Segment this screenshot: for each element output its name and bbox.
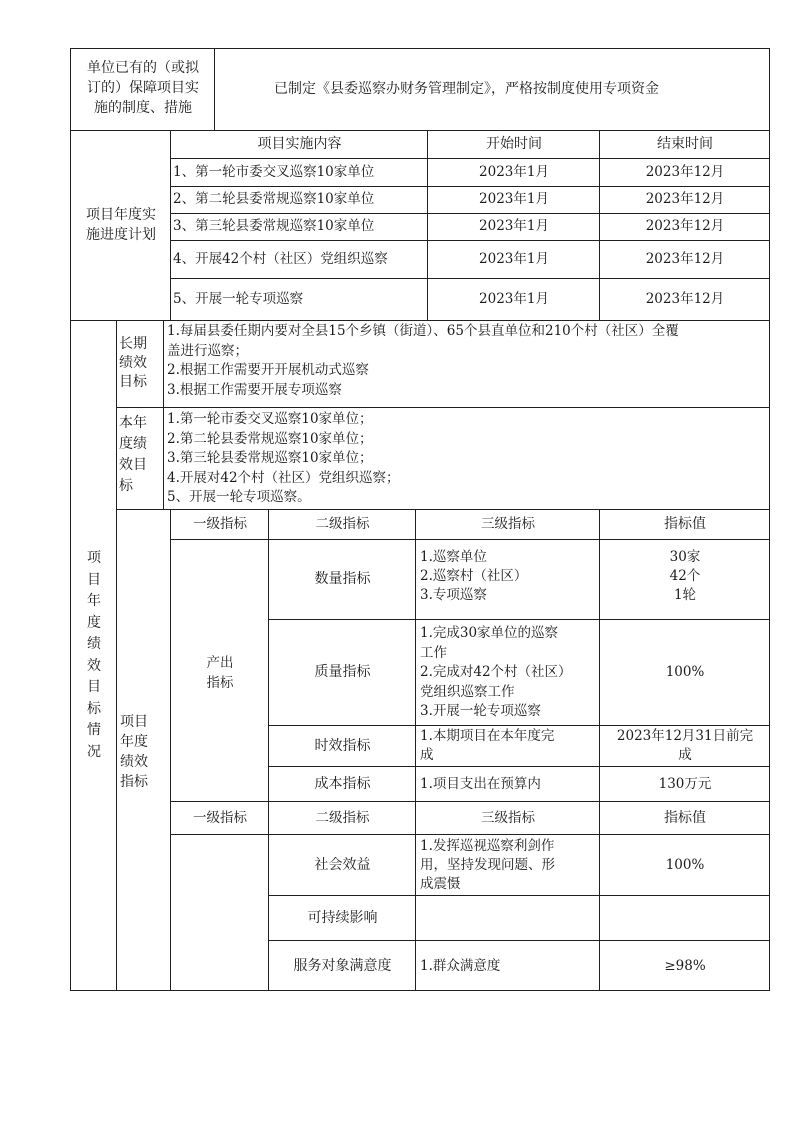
rule xyxy=(170,213,770,214)
indicator-value: 30家 42个 1轮 xyxy=(669,549,701,603)
rule xyxy=(70,130,770,131)
rule xyxy=(70,990,770,991)
rule xyxy=(268,940,770,941)
schedule-row-content: 5、开展一轮专项巡察 xyxy=(173,291,304,307)
schedule-row-end: 2023年12月 xyxy=(645,164,725,180)
long-term-goals-label: 长期 绩效 目标 xyxy=(119,336,147,390)
schedule-row-start: 2023年1月 xyxy=(479,164,549,180)
annual-goals-text: 1.第一轮市委交叉巡察10家单位； 2.第二轮县委常规巡察10家单位； 3.第三轮县委常规巡察10家单位； 4.开展对42个村（社区）党组织巡察； 5、开展一轮专项巡察。 xyxy=(167,411,400,505)
rule xyxy=(769,48,770,991)
indicators-label: 项目 年度 绩效 指标 xyxy=(120,714,148,790)
indicator-header-value: 指标值 xyxy=(664,516,706,532)
schedule-row-start: 2023年1月 xyxy=(479,191,549,207)
indicator-header-level3: 三级指标 xyxy=(481,516,535,532)
rule xyxy=(170,509,171,990)
indicator-value: 100% xyxy=(665,664,705,680)
schedule-header-start: 开始时间 xyxy=(486,136,542,152)
output-indicator-label: 产出 指标 xyxy=(206,655,234,691)
rule xyxy=(170,240,770,241)
schedule-row-end: 2023年12月 xyxy=(645,218,725,234)
indicator-header-level1: 一级指标 xyxy=(193,516,247,532)
indicator-value: ≥98% xyxy=(664,958,706,974)
measures-content: 已制定《县委巡察办财务管理制定》，严格按制度使用专项资金 xyxy=(274,81,659,97)
indicator-value: 100% xyxy=(665,857,705,873)
indicator-level3: 1.完成30家单位的巡察 工作 2.完成对42个村（社区） 党组织巡察工作 3.开展一轮专项巡察 xyxy=(420,625,572,719)
indicator-value: 130万元 xyxy=(658,776,712,792)
rule xyxy=(214,48,215,130)
rule xyxy=(268,619,770,620)
rule xyxy=(70,48,71,991)
goals-vertical-label: 项 目 年 度 绩 效 目 标 情 况 xyxy=(87,550,101,760)
schedule-row-content: 2、第二轮县委常规巡察10家单位 xyxy=(173,191,375,207)
rule xyxy=(268,766,770,767)
schedule-row-start: 2023年1月 xyxy=(479,291,549,307)
rule xyxy=(170,801,770,802)
rule xyxy=(268,895,770,896)
indicator-level3: 1.发挥巡视巡察利剑作 用，坚持发现问题、形 成震慑 xyxy=(420,838,555,892)
indicator-level3: 1.巡察单位 2.巡察村（社区） 3.专项巡察 xyxy=(420,549,528,603)
schedule-header-end: 结束时间 xyxy=(657,136,713,152)
schedule-row-start: 2023年1月 xyxy=(479,218,549,234)
rule xyxy=(116,407,770,408)
indicator-level2: 社会效益 xyxy=(314,857,371,873)
schedule-row-start: 2023年1月 xyxy=(479,251,549,267)
rule xyxy=(170,834,770,835)
indicator-header-level2: 二级指标 xyxy=(315,516,370,532)
schedule-row-content: 3、第三轮县委常规巡察10家单位 xyxy=(173,218,375,234)
indicator-level2: 服务对象满意度 xyxy=(293,958,392,974)
indicator-header-level2: 二级指标 xyxy=(315,810,370,826)
schedule-row-content: 1、第一轮市委交叉巡察10家单位 xyxy=(173,164,375,180)
rule xyxy=(170,158,770,159)
indicator-level2: 数量指标 xyxy=(314,571,371,587)
annual-goals-label: 本年 度绩 效目 标 xyxy=(119,415,147,494)
indicator-header-value: 指标值 xyxy=(664,810,706,826)
indicator-value: 2023年12月31日前完 成 xyxy=(616,728,754,763)
rule xyxy=(163,320,164,509)
rule xyxy=(170,130,171,320)
indicator-header-level3: 三级指标 xyxy=(481,810,535,826)
indicator-level2: 时效指标 xyxy=(314,738,371,754)
schedule-row-end: 2023年12月 xyxy=(645,191,725,207)
indicator-header-level1: 一级指标 xyxy=(193,810,247,826)
indicator-level2: 质量指标 xyxy=(314,664,371,680)
rule xyxy=(415,509,416,990)
schedule-row-end: 2023年12月 xyxy=(645,291,725,307)
schedule-row-content: 4、开展42个村（社区）党组织巡察 xyxy=(173,251,388,267)
rule xyxy=(170,278,770,279)
rule xyxy=(170,186,770,187)
rule xyxy=(116,509,770,510)
indicator-level2: 可持续影响 xyxy=(307,910,378,926)
schedule-row-end: 2023年12月 xyxy=(645,251,725,267)
measures-label: 单位已有的（或拟 订的）保障项目实 施的制度、措施 xyxy=(87,60,199,116)
rule xyxy=(170,539,770,540)
indicator-level2: 成本指标 xyxy=(314,776,371,792)
indicator-level3: 1.项目支出在预算内 xyxy=(420,776,541,792)
rule xyxy=(116,320,117,990)
long-term-goals-text: 1.每届县委任期内要对全县15个乡镇（街道）、65个县直单位和210个村（社区）全覆 盖进行巡察； 2.根据工作需要开开展机动式巡察 3.根据工作需要开展专项巡察 xyxy=(167,323,679,398)
schedule-header-content: 项目实施内容 xyxy=(257,136,342,152)
rule xyxy=(70,48,770,49)
indicator-level3: 1.群众满意度 xyxy=(420,958,501,974)
indicator-level3: 1.本期项目在本年度完 成 xyxy=(420,728,555,763)
schedule-label: 项目年度实 施进度计划 xyxy=(86,207,156,243)
